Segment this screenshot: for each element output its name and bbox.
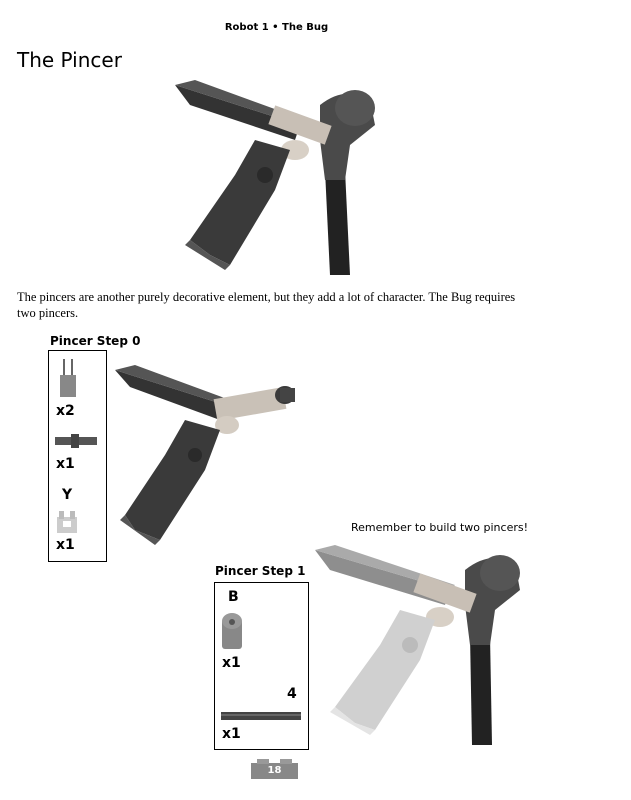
- lego-technic-beam-icon: [222, 613, 242, 649]
- step1-label: Pincer Step 1: [215, 564, 306, 578]
- step1-parts-list: [214, 582, 309, 750]
- running-head: Robot 1 • The Bug: [224, 22, 329, 33]
- step1-illustration: [310, 545, 530, 755]
- section-title: The Pincer: [17, 48, 122, 72]
- step0-part3-tag: Y: [62, 487, 73, 503]
- pincer-assembly-illustration: [170, 80, 430, 280]
- step0-label: Pincer Step 0: [50, 334, 141, 348]
- step1-part1-tag: B: [228, 589, 239, 605]
- reminder-note: Remember to build two pincers!: [351, 521, 528, 534]
- intro-paragraph: The pincers are another purely decorative element, but they add a lot of character. The Bug requires two pincers.: [17, 290, 516, 320]
- lego-axle-icon: [221, 711, 301, 721]
- step1-part2-qty: x1: [222, 726, 241, 742]
- lego-axle-pin-icon: [55, 434, 97, 448]
- step1-part2-tag: 4: [287, 686, 297, 702]
- step1-part1-qty: x1: [222, 655, 241, 671]
- step0-part2-qty: x1: [56, 456, 75, 472]
- step0-part1-qty: x2: [56, 403, 75, 419]
- step0-parts-list: [48, 350, 107, 562]
- step0-part3-qty: x1: [56, 537, 75, 553]
- page-number-badge: [251, 759, 298, 779]
- lego-bracket-icon: [57, 511, 77, 533]
- page-number: 18: [267, 765, 282, 776]
- lego-pin-connector-icon: [58, 359, 78, 397]
- step0-illustration: [115, 365, 305, 545]
